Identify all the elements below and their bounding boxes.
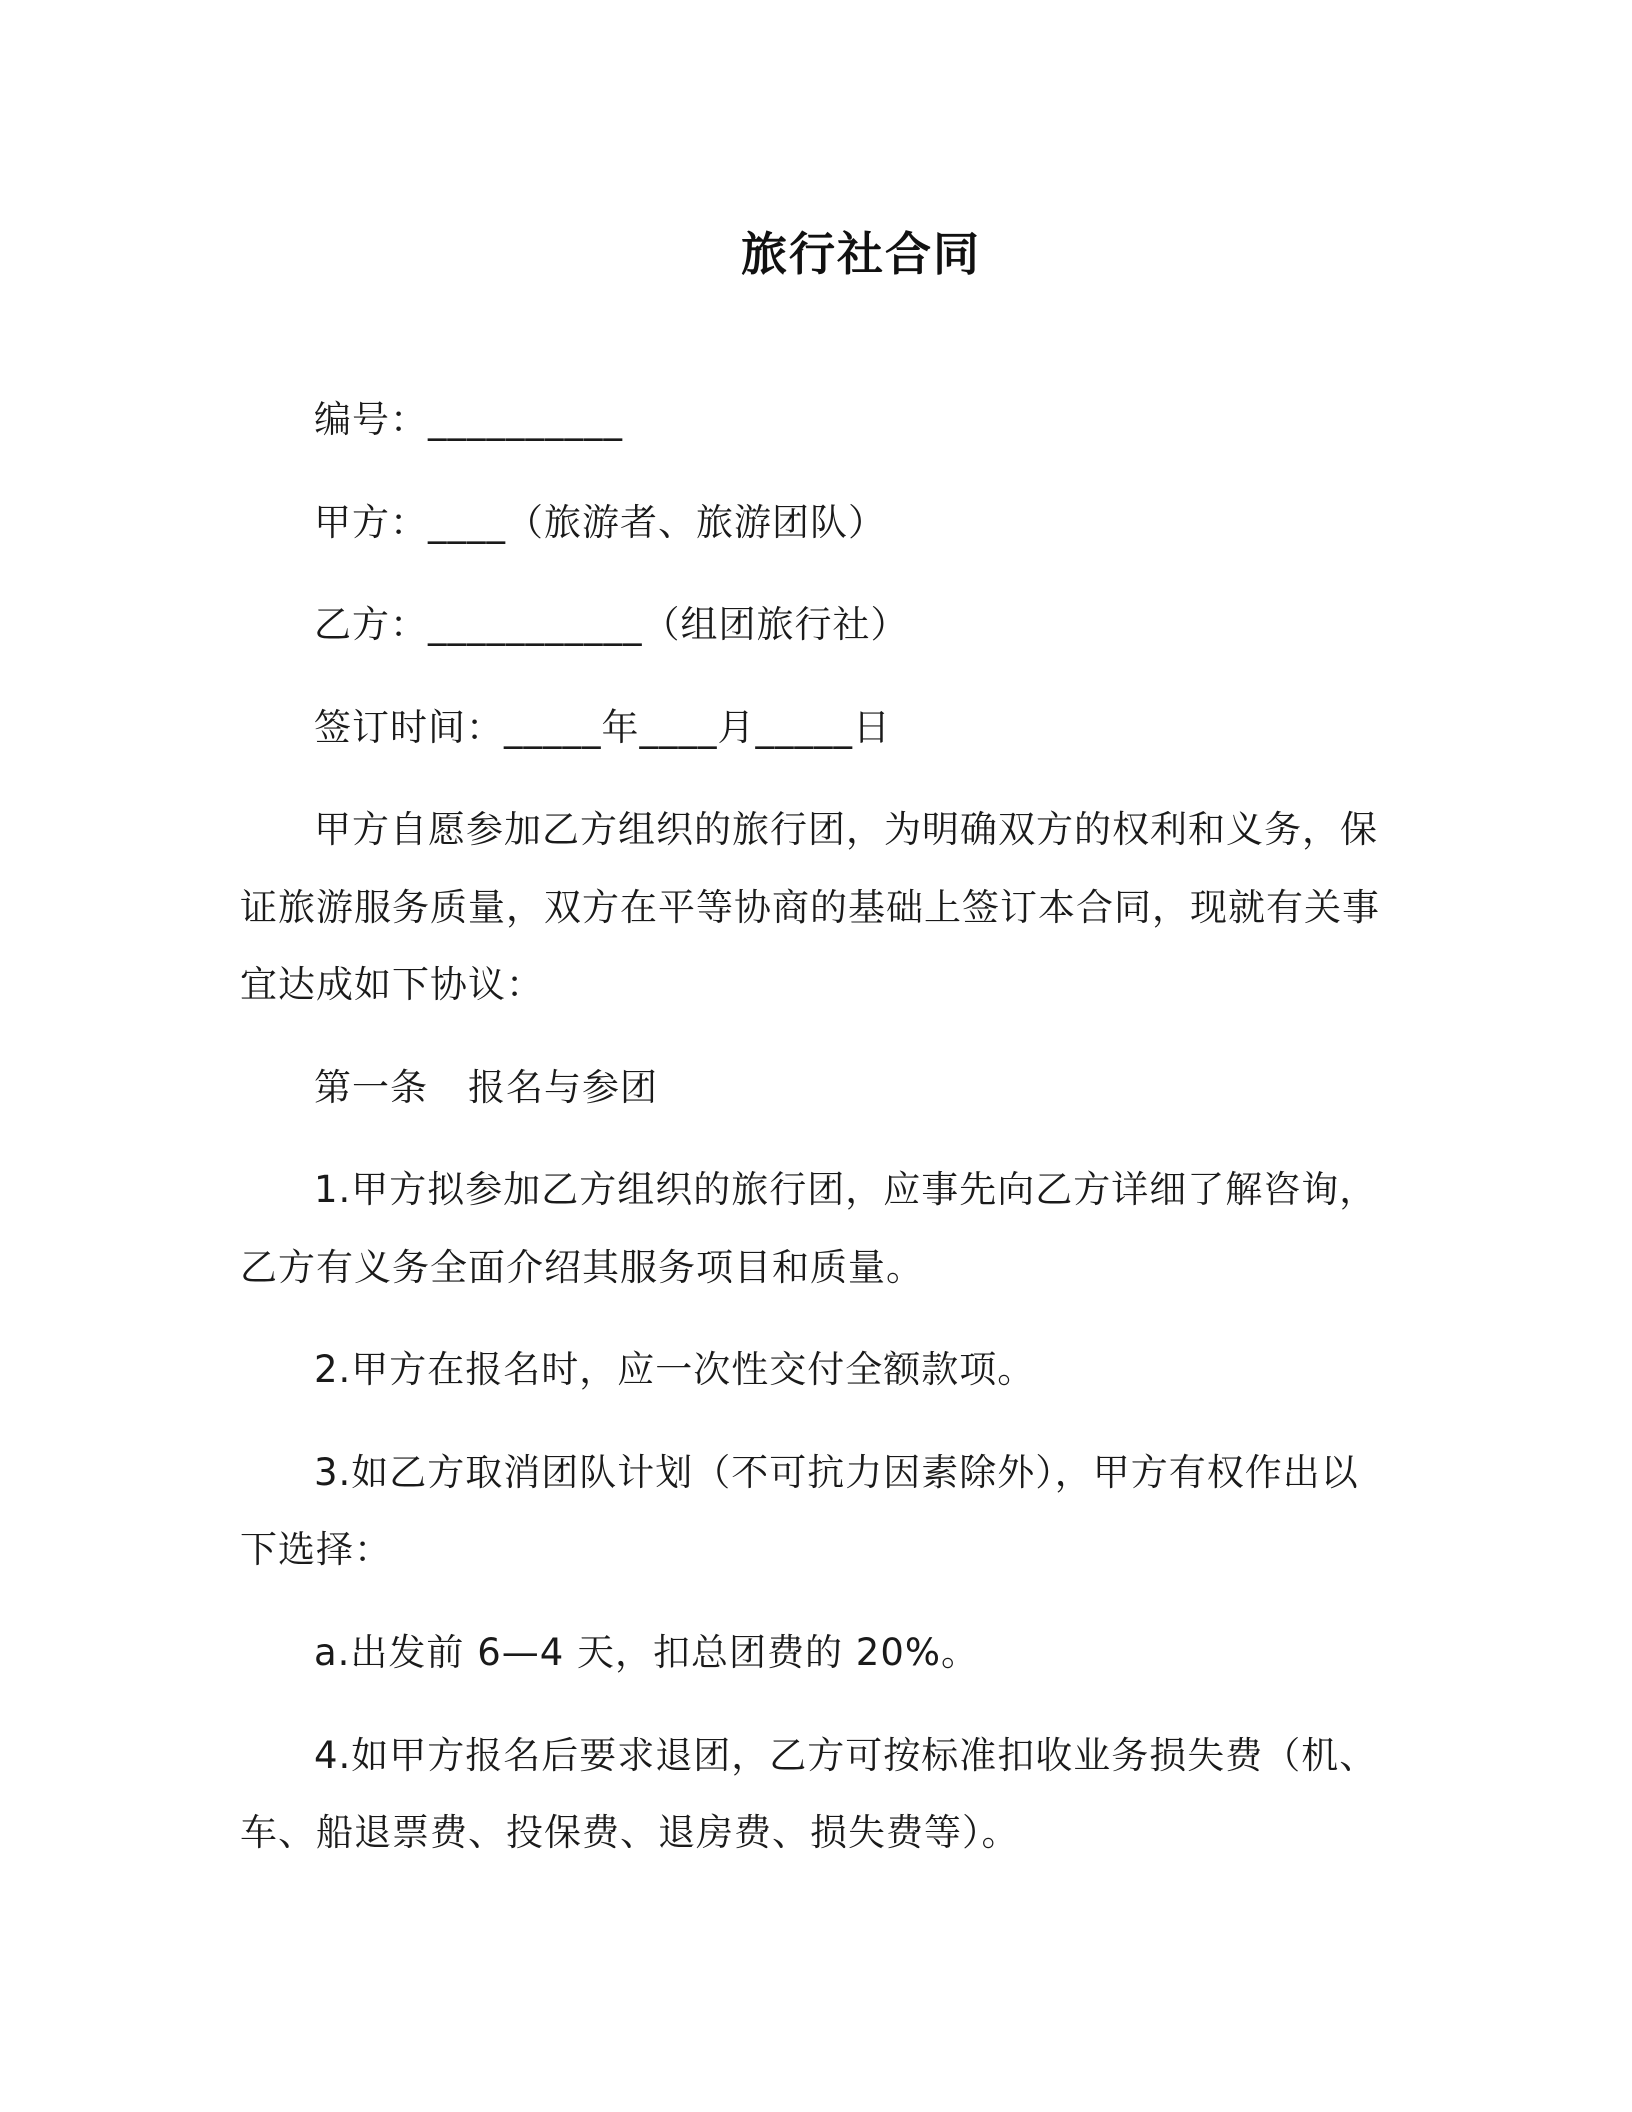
party-a-field: 甲方：____（旅游者、旅游团队） [314,501,886,544]
document-title: 旅行社合同 [741,227,981,281]
preamble-line: 证旅游服务质量，双方在平等协商的基础上签订本合同，现就有关事 [240,886,1380,929]
article-heading [314,1068,1450,1108]
clause-line: 乙方有义务全面介绍其服务项目和质量。 [240,1246,924,1289]
clause-line: 下选择： [240,1528,392,1571]
clause-line: 车、船退票费、投保费、退房费、损失费等）。 [240,1811,1020,1854]
clause-line: a.出发前 6—4 天，扣总团费的 20%。 [314,1631,980,1674]
clause-line: 3.如乙方取消团队计划（不可抗力因素除外），甲方有权作出以 [314,1451,1359,1494]
article-number: 第一条 [314,1066,428,1109]
party-b-field: 乙方：___________（组团旅行社） [314,603,909,646]
contract-number-field: 编号：__________ [314,398,623,441]
clause-line: 4.如甲方报名后要求退团，乙方可按标准扣收业务损失费（机、 [314,1734,1378,1777]
clause-line: 2.甲方在报名时，应一次性交付全额款项。 [314,1348,1036,1391]
article-title: 报名与参团 [468,1066,658,1109]
preamble-line: 宜达成如下协议： [240,963,544,1006]
clause-line: 1.甲方拟参加乙方组织的旅行团，应事先向乙方详细了解咨询， [314,1168,1378,1211]
preamble-line: 甲方自愿参加乙方组织的旅行团，为明确双方的权利和义务，保 [314,808,1378,851]
sign-date-field: 签订时间：_____年____月_____日 [314,706,891,749]
